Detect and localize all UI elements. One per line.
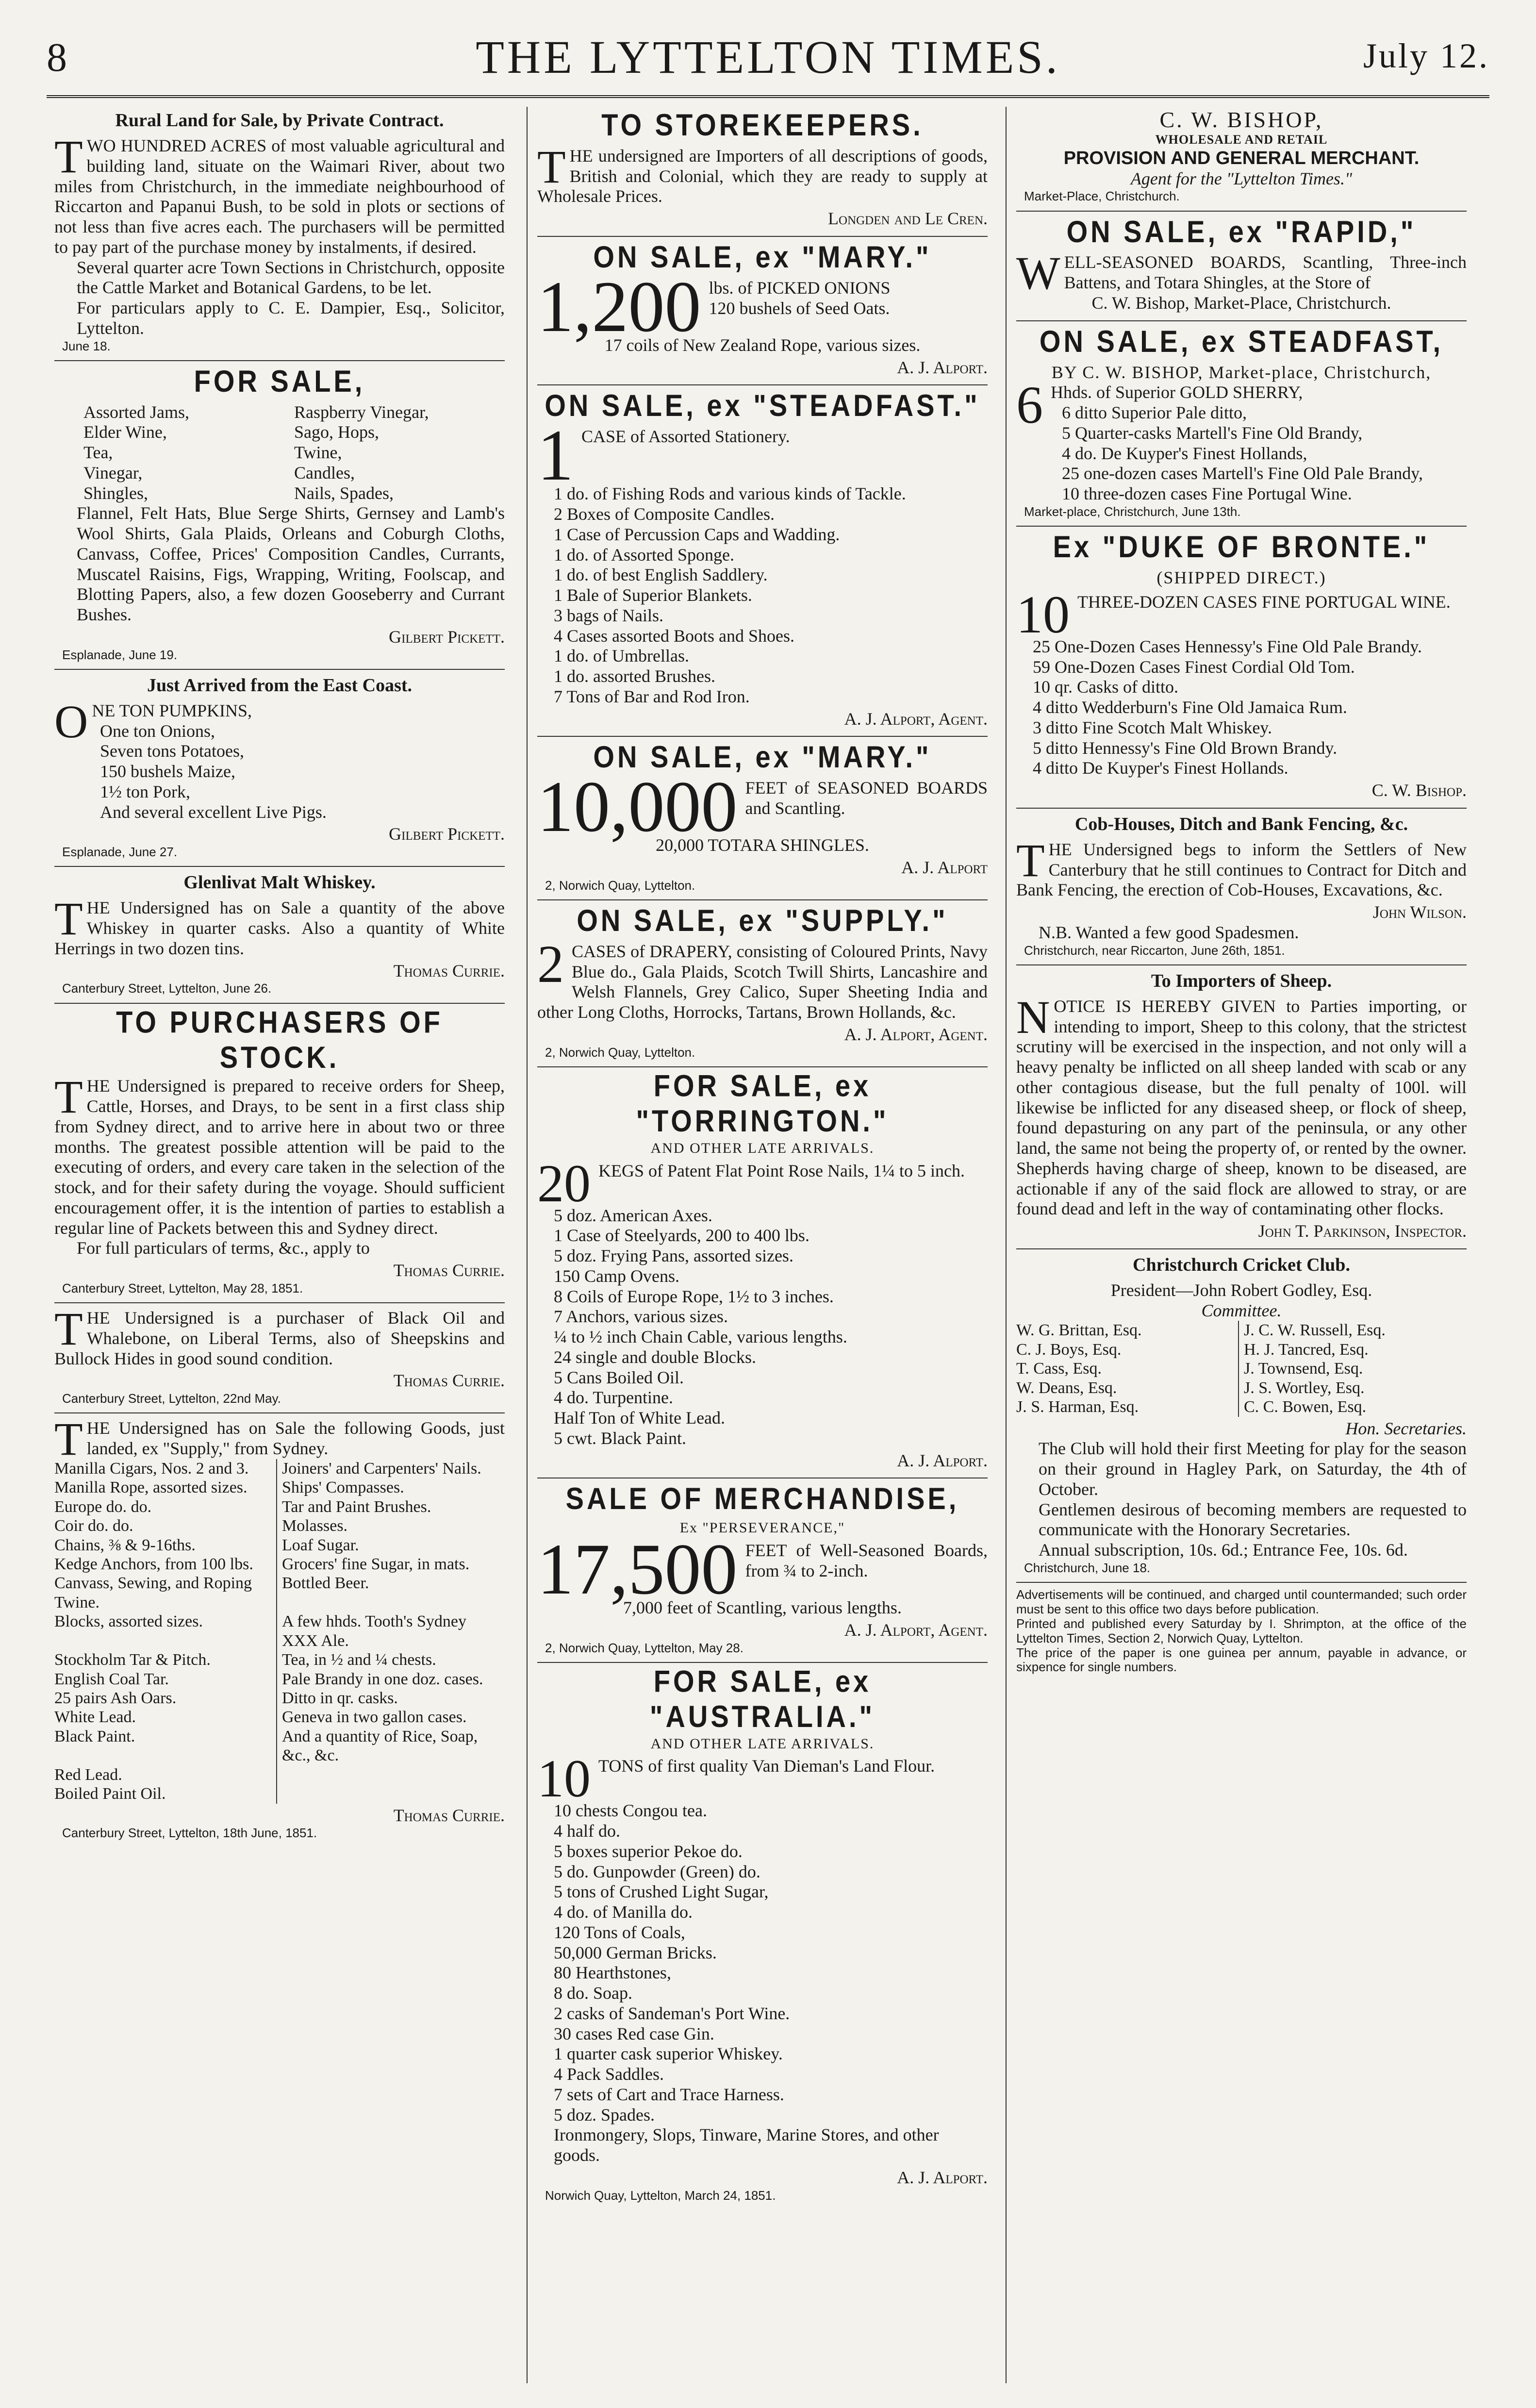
ad-title: ON SALE, ex "STEADFAST."	[545, 388, 980, 423]
ad-title: SALE OF MERCHANDISE,	[565, 1481, 959, 1516]
ad-title: To Importers of Sheep.	[1151, 970, 1332, 991]
ad-title: ON SALE, ex STEADFAST,	[1039, 324, 1444, 359]
ad-cob-houses: Cob-Houses, Ditch and Bank Fencing, &c. THE Undersigned begs to inform the Settlers of New Canterbury that he still continues to Contract for Ditch and Bank Fencing, the erection of Cob-Houses, Excavations, &c. John Wilson. N.B. Wanted a few good Spadesmen. Christchurch, near Riccarton, June 26th, 1851.	[1016, 814, 1467, 965]
ad-title: ON SALE, ex "RAPID,"	[1066, 214, 1417, 249]
column-1	[54, 107, 505, 1852]
ad-title: ON SALE, ex "MARY."	[593, 740, 932, 775]
ad-title: TO STOREKEEPERS.	[601, 108, 924, 142]
ad-torrington: FOR SALE, ex "TORRINGTON." AND OTHER LATE ARRIVALS. 20 KEGS of Patent Flat Point Rose Nails, 1¼ to 5 inch. 5 doz. American Axes. 1 Case of Steelyards, 200 to 400 lbs. 5 doz. Frying Pans, assorted sizes. 150 Camp Ovens. 8 Coils of Europe Rope, 1½ to 3 inches. 7 Anchors, various sizes. ¼ to ½ inch Chain Cable, various lengths. 24 single and double Blocks. 5 Cans Boiled Oil. 4 do. Turpentine. Half Ton of White Lead. 5 cwt. Black Paint. A. J. Alport.	[537, 1072, 988, 1478]
issue-date: July 12.	[1363, 36, 1489, 75]
column-divider	[1006, 107, 1007, 2383]
ad-title: Glenlivat Malt Whiskey.	[183, 872, 376, 893]
ad-rural-land: Rural Land for Sale, by Private Contract. TWO HUNDRED ACRES of most valuable agricultural and building land, situate on the Waimari River, about two miles from Christchurch, in the immediate neighbourhood of Riccarton and Papanui Bush, to be sold in plots or sections of not less than five acres each. The purchasers will be permitted to pay part of the purchase money by instalments, if desired. Several quarter acre Town Sections in Christchurch, opposite the Cattle Market and Botanical Gardens, to be let. For particulars apply to C. E. Dampier, Esq., Solicitor, Lyttelton. June 18.	[54, 110, 505, 361]
ad-title: Ex "DUKE OF BRONTE."	[1053, 530, 1430, 564]
page-number: 8	[47, 35, 67, 80]
ad-for-sale: FOR SALE, Assorted Jams, Elder Wine, Tea, Vinegar, Shingles, Raspberry Vinegar, Sago, Hops, Twine, Candles, Nails, Spades, Flannel, Felt Hats, Blue Serge Shirts, Gernsey and Lamb's Wool Shirts, Gala Plaids, Orleans and Coburgh Cloths, Canvass, Coffee, Prices' Composition Candles, Currants, Muscatel Raisins, Figs, Wrapping, Writing, Foolscap, and Blotting Papers, also, a few dozen Gooseberry and Currant Bushes. Gilbert Pickett. Esplanade, June 19.	[54, 366, 505, 670]
ad-title: Just Arrived from the East Coast.	[147, 675, 413, 696]
ad-title: Christchurch Cricket Club.	[1133, 1254, 1350, 1275]
ad-supply-goods: THE Undersigned has on Sale the following Goods, just landed, ex "Supply," from Sydney. Manilla Cigars, Nos. 2 and 3. Joiners' and Carpenters' Nails. Manilla Rope, assorted sizes. Ships' Compasses. Europe do. do. Tar and Paint Brushes. Coir do. do. Molasses. Chains, ⅜ & 9-16ths. Loaf Sugar. Kedge Anchors, from 100 lbs. Grocers' fine Sugar, in mats. Canvass, Sewing, and Roping Twine. Bottled Beer. Blocks, assorted sizes. A few hhds. Tooth's Sydney XXX Ale. Stockholm Tar & Pitch. Tea, in ½ and ¼ chests. English Coal Tar. Pale Brandy in one doz. cases. 25 pairs Ash Oars. Ditto in qr. casks. White Lead. Geneva in two gallon cases. Black Paint. And a quantity of Rice, Soap, &c., &c. Red Lead. Boiled Paint Oil. Thomas Currie. Canterbury Street, Lyttelton, 18th June, 1851.	[54, 1413, 505, 1841]
ad-east-coast: Just Arrived from the East Coast. ONE TON PUMPKINS, One ton Onions, Seven tons Potatoes, 150 bushels Maize, 1½ ton Pork, And several excellent Live Pigs. Gilbert Pickett. Esplanade, June 27.	[54, 675, 505, 867]
ad-duke-of-bronte: Ex "DUKE OF BRONTE." (SHIPPED DIRECT.) 10 THREE-DOZEN CASES FINE PORTUGAL WINE. 25 One-Dozen Cases Hennessy's Fine Old Pale Brandy. 59 One-Dozen Cases Finest Cordial Old Tom. 10 qr. Casks of ditto. 4 ditto Wedderburn's Fine Old Jamaica Rum. 3 ditto Fine Scotch Malt Whiskey. 5 ditto Hennessy's Fine Old Brown Brandy. 4 ditto De Kuyper's Finest Hollands. C. W. Bishop.	[1016, 531, 1467, 809]
ad-title: FOR SALE,	[194, 364, 365, 399]
ad-steadfast-sherry: ON SALE, ex STEADFAST, BY C. W. BISHOP, Market-place, Christchurch, 6 Hhds. of Superior GOLD SHERRY, 6 ditto Superior Pale ditto, 5 Quarter-casks Martell's Fine Old Brandy, 4 do. De Kuyper's Finest Hollands, 25 one-dozen cases Martell's Fine Old Pale Brandy, 10 three-dozen cases Fine Portugal Wine. Market-place, Christchurch, June 13th.	[1016, 326, 1467, 527]
masthead-rule	[47, 95, 1489, 101]
ad-purchasers-stock: TO PURCHASERS OF STOCK. THE Undersigned is prepared to receive orders for Sheep, Cattle, Horses, and Drays, to be sent in a first class ship from Sydney direct, and to arrive here in about two or three months. The greatest possible attention will be paid to the executing of orders, and every care taken in the selection of the stock, and for their safety during the voyage. Should sufficient encouragement offer, it is the intention of parties to establish a regular line of Packets between this and Sydney direct. For full particulars of terms, &c., apply to Thomas Currie. Canterbury Street, Lyttelton, May 28, 1851.	[54, 1009, 505, 1304]
ad-bishop: C. W. BISHOP, WHOLESALE AND RETAIL PROVISION AND GENERAL MERCHANT. Agent for the "Lyttelton Times." Market-Place, Christchurch.	[1016, 107, 1467, 212]
newspaper-title: THE LYTTELTON TIMES.	[476, 31, 1060, 83]
ad-title: Rural Land for Sale, by Private Contract.	[115, 110, 444, 131]
masthead	[47, 25, 1489, 88]
ad-title: Cob-Houses, Ditch and Bank Fencing, &c.	[1074, 814, 1408, 834]
ad-australia: FOR SALE, ex "AUSTRALIA." AND OTHER LATE ARRIVALS. 10 TONS of first quality Van Dieman's Land Flour. 10 chests Congou tea. 4 half do. 5 boxes superior Pekoe do. 5 do. Gunpowder (Green) do. 5 tons of Crushed Light Sugar, 4 do. of Manilla do. 120 Tons of Coals, 50,000 German Bricks. 80 Hearthstones, 8 do. Soap. 2 casks of Sandeman's Port Wine. 30 cases Red case Gin. 1 quarter cask superior Whiskey. 4 Pack Saddles. 7 sets of Cart and Trace Harness. 5 doz. Spades. Ironmongery, Slops, Tinware, Marine Stores, and other goods. A. J. Alport. Norwich Quay, Lyttelton, March 24, 1851.	[537, 1663, 988, 2203]
ad-perseverance: SALE OF MERCHANDISE, Ex "PERSEVERANCE," 17,500 FEET of Well-Seasoned Boards, from ¾ to 2-inch. 7,000 feet of Scantling, various lengths. A. J. Alport, Agent. 2, Norwich Quay, Lyttelton, May 28.	[537, 1483, 988, 1662]
ad-glenlivat: Glenlivat Malt Whiskey. THE Undersigned has on Sale a quantity of the above Whiskey in quarter casks. Also a quantity of White Herrings in two dozen tins. Thomas Currie. Canterbury Street, Lyttelton, June 26.	[54, 872, 505, 1003]
column-2	[537, 107, 988, 2214]
publication-notes: Advertisements will be continued, and charged until countermanded; such order must be sent to this office two days before publication. Printed and published every Saturday by I. Shrimpton, at the office of the Lyttelton Times, Section 2, Norwich Quay, Lyttelton. The price of the paper is one guinea per annum, payable in advance, or sixpence for single numbers.	[1016, 1587, 1467, 1675]
column-divider	[527, 107, 528, 2383]
ad-storekeepers: TO STOREKEEPERS. THE undersigned are Importers of all descriptions of goods, British and Colonial, which they are ready to supply at Wholesale Prices. Longden and Le Cren.	[537, 110, 988, 237]
ad-cricket-club: Christchurch Cricket Club. President—John Robert Godley, Esq. Committee. W. G. Brittan, Esq. J. C. W. Russell, Esq. C. J. Boys, Esq. H. J. Tancred, Esq. T. Cass, Esq. J. Townsend, Esq. W. Deans, Esq. J. S. Wortley, Esq. J. S. Harman, Esq. C. C. Bowen, Esq. Hon. Secretaries. The Club will hold their first Meeting for play for the season on their ground in Hagley Park, on Saturday, the 4th of October. Gentlemen desirous of becoming members are requested to communicate with the Honorary Secretaries. Annual subscription, 10s. 6d.; Entrance Fee, 10s. 6d. Christchurch, June 18.	[1016, 1254, 1467, 1583]
ad-importers-sheep: To Importers of Sheep. NOTICE IS HEREBY GIVEN to Parties importing, or intending to import, Sheep to this colony, that the strictest scrutiny will be exercised in the inspection, and not only will a heavy penalty be inflicted on all sheep landed with scab or any other contagious disease, but the full penalty of 100l. will likewise be inflicted for any diseased sheep, or flock of sheep, found depasturing on any part of the peninsula, or any other land, the same not being the property of, or rented by the owner. Shepherds having charge of sheep, known to be diseased, are actionable if any of the said flock are allowed to stray, or are found dead and left in the way of contaminating other flocks. John T. Parkinson, Inspector.	[1016, 970, 1467, 1249]
ad-mary-onions: ON SALE, ex "MARY." 1,200 lbs. of PICKED ONIONS 120 bushels of Seed Oats. 17 coils of New Zealand Rope, various sizes. A. J. Alport.	[537, 242, 988, 385]
column-3	[1016, 107, 1467, 1675]
ad-title: ON SALE, ex "MARY."	[593, 240, 932, 274]
ad-title: FOR SALE, ex "AUSTRALIA."	[649, 1663, 875, 1734]
ad-title: TO PURCHASERS OF STOCK.	[116, 1004, 443, 1075]
ad-steadfast-stationery: ON SALE, ex "STEADFAST." 1 CASE of Assorted Stationery. 1 do. of Fishing Rods and various kinds of Tackle. 2 Boxes of Composite Candles. 1 Case of Percussion Caps and Wadding. 1 do. of Assorted Sponge. 1 do. of best English Saddlery. 1 Bale of Superior Blankets. 3 bags of Nails. 4 Cases assorted Boots and Shoes. 1 do. of Umbrellas. 1 do. assorted Brushes. 7 Tons of Bar and Rod Iron. A. J. Alport, Agent.	[537, 390, 988, 737]
ad-mary-boards: ON SALE, ex "MARY." 10,000 FEET of SEASONED BOARDS and Scantling. 20,000 TOTARA SHINGLES. A. J. Alport 2, Norwich Quay, Lyttelton.	[537, 742, 988, 900]
ad-supply-drapery: ON SALE, ex "SUPPLY." 2 CASES of DRAPERY, consisting of Coloured Prints, Navy Blue do., Gala Plaids, Scotch Twill Shirts, Lancashire and Welsh Flannels, Grey Calico, Super Sheeting India and other Long Cloths, Horrocks, Tartans, Brown Hollands, &c. A. J. Alport, Agent. 2, Norwich Quay, Lyttelton.	[537, 905, 988, 1067]
ad-black-oil: THE Undersigned is a purchaser of Black Oil and Whalebone, on Liberal Terms, also of Sheepskins and Bullock Hides in good sound condition. Thomas Currie. Canterbury Street, Lyttelton, 22nd May.	[54, 1308, 505, 1413]
ad-title: ON SALE, ex "SUPPLY."	[577, 903, 948, 938]
ad-rapid: ON SALE, ex "RAPID," WELL-SEASONED BOARDS, Scantling, Three-inch Battens, and Totara Shingles, at the Store of C. W. Bishop, Market-Place, Christchurch.	[1016, 216, 1467, 321]
ad-title: FOR SALE, ex "TORRINGTON."	[636, 1068, 889, 1138]
